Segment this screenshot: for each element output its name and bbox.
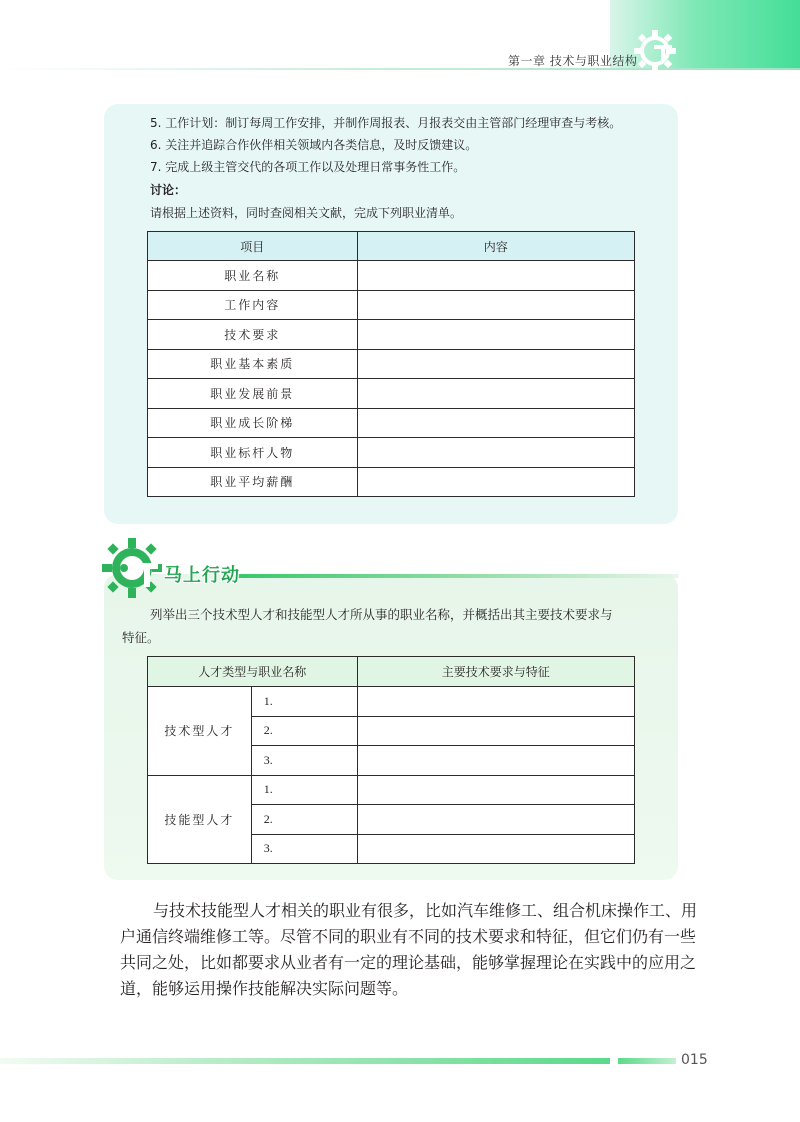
discussion-text: 请根据上述资料，同时查阅相关文献，完成下列职业清单。 [150,206,463,220]
action-prompt-line-2: 特征。 [122,630,160,645]
career-list-table [147,231,635,497]
item-number[interactable]: 3. [251,746,357,776]
table-row [148,349,635,379]
blank-cell[interactable] [357,379,634,409]
action-gear-icon [100,536,164,600]
blank-cell[interactable] [357,687,634,717]
table-row [148,467,635,497]
column-header-talent-type: 人才类型与职业名称 [148,657,358,687]
blank-cell[interactable] [357,775,634,805]
row-label: 技术要求 [148,320,358,350]
table-row [148,290,635,320]
table-row [148,438,635,468]
body-line-1: 与技术技能型人才相关的职业有很多，比如汽车维修工、组合机床操作工、用 [153,901,698,920]
footer-bar [0,1058,610,1064]
category-technical: 技术型人才 [148,687,252,776]
gear-logo-icon [632,28,678,74]
blank-cell[interactable] [357,408,634,438]
item-number[interactable]: 1. [251,687,357,717]
item-number[interactable]: 1. [251,775,357,805]
duty-item-5: 5. 工作计划：制订每周工作安排，并制作周报表、月报表交由主管部门经理审查与考核。 [150,116,622,130]
table-row [148,320,635,350]
row-label: 职业名称 [148,261,358,291]
item-number[interactable]: 3. [251,834,357,864]
chapter-title: 第一章 技术与职业结构 [508,54,638,68]
blank-cell[interactable] [357,805,634,835]
row-label: 职业成长阶梯 [148,408,358,438]
blank-cell[interactable] [357,746,634,776]
banner-rule [236,574,678,578]
discussion-label: 讨论： [150,183,187,197]
column-header-item: 项目 [148,232,358,261]
body-line-2: 户通信终端维修工等。尽管不同的职业有不同的技术要求和特征，但它们仍有一些 [120,927,697,946]
blank-cell[interactable] [357,261,634,291]
page-number: 015 [681,1052,708,1068]
action-banner-title: 马上行动 [164,565,240,586]
row-label: 职业标杆人物 [148,438,358,468]
blank-cell[interactable] [357,290,634,320]
body-line-4: 道，能够运用操作技能解决实际问题等。 [120,979,409,998]
header-rule [0,68,800,70]
blank-cell[interactable] [357,716,634,746]
item-number[interactable]: 2. [251,805,357,835]
table-row [148,261,635,291]
body-line-3: 共同之处，比如都要求从业者有一定的理论基础，能够掌握理论在实践中的应用之 [120,953,697,972]
blank-cell[interactable] [357,438,634,468]
item-number[interactable]: 2. [251,716,357,746]
blank-cell[interactable] [357,320,634,350]
table-row [148,379,635,409]
column-header-requirements: 主要技术要求与特征 [357,657,634,687]
action-prompt-line-1: 列举出三个技术型人才和技能型人才所从事的职业名称，并概括出其主要技术要求与 [150,607,613,622]
category-skilled: 技能型人才 [148,775,252,864]
column-header-content: 内容 [357,232,634,261]
blank-cell[interactable] [357,834,634,864]
row-label: 职业平均薪酬 [148,467,358,497]
table-header-row [148,232,635,261]
row-label: 工作内容 [148,290,358,320]
duty-item-7: 7. 完成上级主管交代的各项工作以及处理日常事务性工作。 [150,160,466,174]
blank-cell[interactable] [357,467,634,497]
footer-bar-end [618,1058,676,1064]
table-row [148,408,635,438]
table-header-row [148,657,635,687]
row-label: 职业基本素质 [148,349,358,379]
row-label: 职业发展前景 [148,379,358,409]
duty-item-6: 6. 关注并追踪合作伙伴相关领域内各类信息，及时反馈建议。 [150,138,478,152]
table-row [148,687,635,717]
blank-cell[interactable] [357,349,634,379]
table-row [148,775,635,805]
talent-type-table [147,656,635,864]
